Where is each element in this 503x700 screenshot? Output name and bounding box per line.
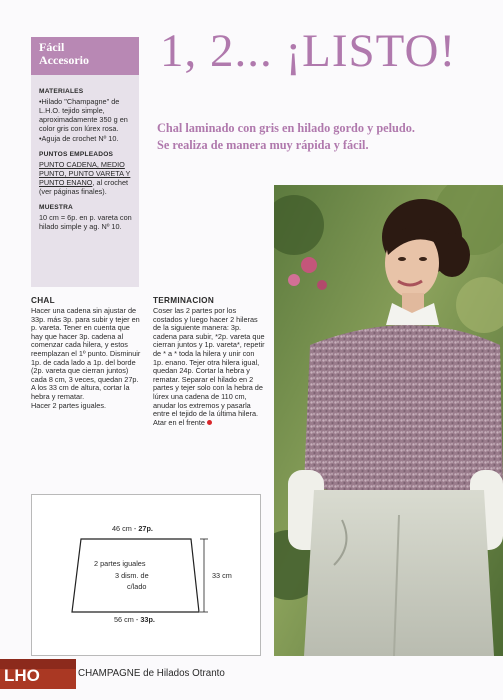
- footer-caption: [78, 668, 225, 679]
- subtitle-line-1: Chal laminado con gris en hilado gordo y peludo.: [157, 121, 415, 135]
- info-panel: [31, 75, 139, 287]
- stitches-heading: PUNTOS EMPLEADOS: [39, 151, 114, 158]
- chal-heading: CHAL: [31, 296, 55, 305]
- diagram-bottom-label: 56 cm - 33p.: [114, 615, 155, 624]
- sample-heading: MUESTRA: [39, 204, 74, 211]
- category-tag: [31, 37, 139, 75]
- category-label: Fácil: [39, 40, 65, 54]
- sample-text: 10 cm = 6p. en p. vareta con hilado simple y ag. Nº 10.: [39, 213, 132, 231]
- terminacion-section: [153, 296, 266, 427]
- chal-section: [31, 296, 143, 410]
- diagram-center-label-2: 3 dism. de: [115, 571, 149, 580]
- page-title: 1, 2... ¡LISTO!: [160, 25, 457, 77]
- materials-item-yarn: •Hilado "Champagne" de L.H.O. tejido simple, aproximadamente 350 g en color gris con lúrex rosa.: [39, 97, 128, 133]
- model-photo: [274, 185, 503, 656]
- brand-logo-icon: [0, 659, 76, 689]
- diagram-top-label: 46 cm - 27p.: [112, 524, 153, 533]
- brand-logo: [0, 659, 76, 689]
- category-label-2: Accesorio: [39, 53, 89, 67]
- footer-maker: de Hilados Otranto: [140, 668, 225, 679]
- footer-brand: CHAMPAGNE: [78, 668, 141, 679]
- materials-item-needle: •Aguja de crochet Nº 10.: [39, 134, 119, 143]
- model-illustration: [274, 185, 503, 656]
- stitches-text: [39, 160, 133, 196]
- chal-text-2: Hacer 2 partes iguales.: [31, 400, 107, 410]
- diagram-center-label-3: c/lado: [127, 582, 147, 591]
- end-dot-icon: [207, 420, 212, 425]
- page-subtitle: [157, 120, 487, 154]
- terminacion-text-wrap: [153, 307, 266, 427]
- chal-text: Hacer una cadena sin ajustar de 33p. más 3p. para subir y tejer en p. vareta. Tener en cuenta que hay que hacer 3p. cadena al comenzar cada hilera, y estos reemplazan el 1º punto. Disminuir 1p. de cada lado a 1p. del borde (2p. vareta que cierran juntos) cada 8 cm, 3 veces, quedan 27p. A los 33 cm de altura, cortar la hebra y rematar.: [31, 306, 141, 401]
- stitches-note: , al crochet (ver páginas finales).: [39, 178, 129, 196]
- stitches-list: PUNTO CADENA, MEDIO PUNTO, PUNTO VARETA Y PUNTO ENANO: [39, 160, 131, 187]
- terminacion-text: Coser las 2 partes por los costados y luego hacer 2 hileras de la siguiente manera: 3p. cadena para subir, *2p. vareta que cierran juntos y 1p. vareta*, repetir de * a * toda la hilera y unir con 1p. enano. Tejer otra hilera igual, quedan 24p. Cortar la hebra y rematar. Separar el hilado en 2 partes y tejer solo con la hebra de lúrex una cadena de 110 cm, anudar los extremos y pasarla entre el tejido de la última hilera. Atar en el frente: [153, 306, 265, 427]
- brand-logo-text: LHO: [4, 666, 40, 685]
- subtitle-line-2: Se realiza de manera muy rápida y fácil.: [157, 138, 369, 152]
- pattern-diagram: [31, 494, 261, 656]
- diagram-right-label: 33 cm: [212, 571, 232, 580]
- materials-heading: MATERIALES: [39, 88, 84, 95]
- diagram-center-label-1: 2 partes iguales: [94, 559, 146, 568]
- terminacion-heading: TERMINACION: [153, 296, 215, 305]
